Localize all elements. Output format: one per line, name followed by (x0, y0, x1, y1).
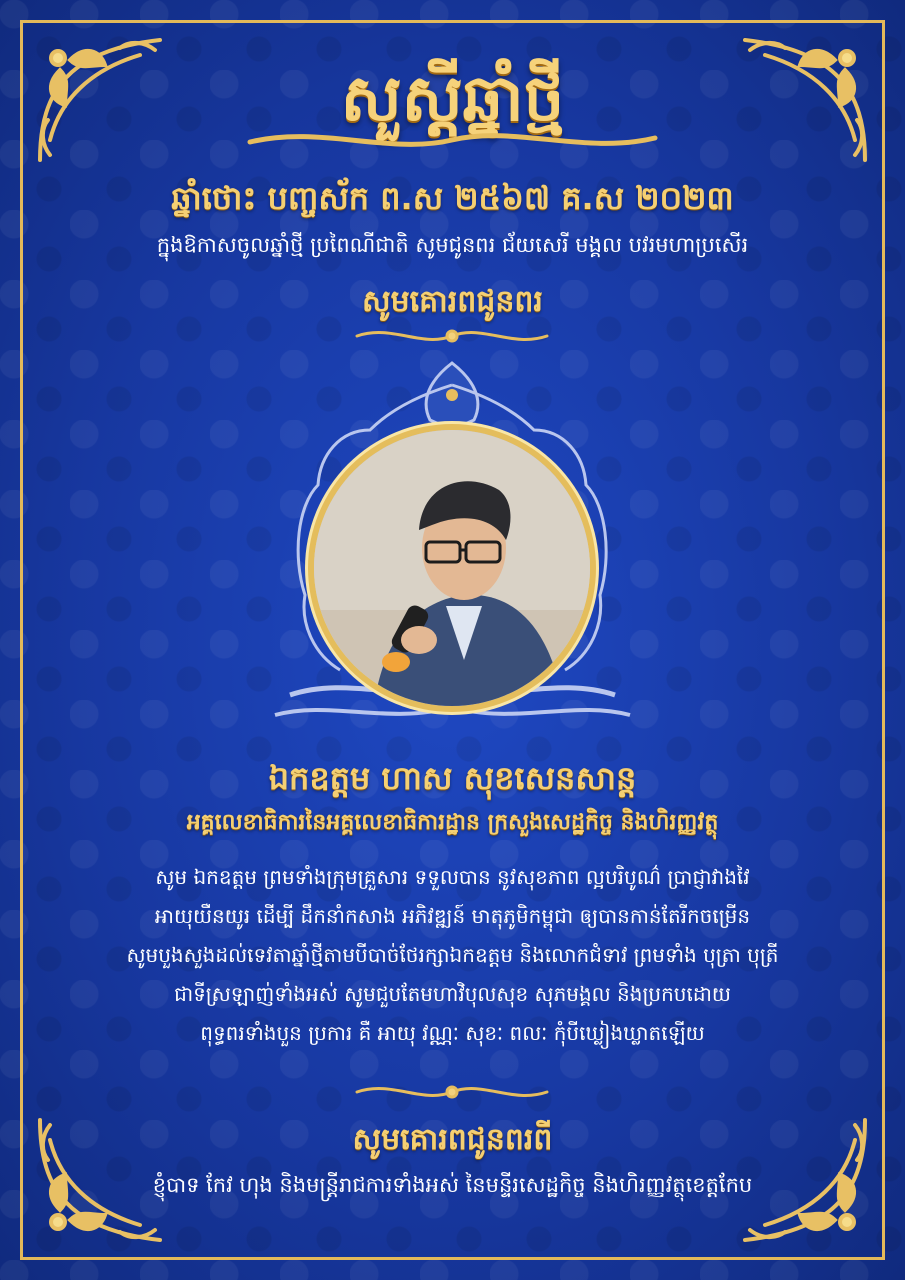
divider-ornament-icon (352, 1078, 552, 1106)
sender-line: ខ្ញុំបាទ កែវ ហុង និងមន្ត្រីរាជការទាំងអស់ នៃមន្ទីរសេដ្ឋកិច្ច និងហិរញ្ញវត្ថុខេត្តកែប (152, 1173, 753, 1197)
wish-line: ក្នុងឱកាសចូលឆ្នាំថ្មី ប្រពៃណីជាតិ សូមជូនពរ ជ័យសេរី មង្គល បវរមហាប្រសើរ (156, 233, 749, 257)
respect-line: សូមគោរពជូនពរ (362, 284, 543, 319)
year-line: ឆ្នាំថោះ បញ្ចស័ក ព.ស ២៥៦៧ គ.ស ២០២៣ (171, 179, 734, 217)
portrait-photo (314, 430, 590, 706)
from-line: សូមគោរពជូនពរពី (352, 1122, 553, 1157)
message-line: សូមបួងសួងដល់ទេវតាឆ្នាំថ្មីតាមបីបាច់ថែរក្សាឯកឧត្តម និងលោកជំទាវ ព្រមទាំង បុត្រា បុត្រី (126, 943, 779, 967)
blessing-message (120, 858, 785, 1053)
message-line: អាយុយឺនយូរ ដើម្បី ដឹកនាំកសាង អភិវឌ្ឍន៍ មាតុភូមិកម្ពុជា ឲ្យបានកាន់តែរីកចម្រើន (154, 904, 751, 928)
honoree-position: អគ្គលេខាធិការនៃអគ្គលេខាធិការដ្ឋាន ក្រសួងសេដ្ឋកិច្ច និងហិរញ្ញវត្ថុ (186, 810, 719, 835)
new-year-heading: សួស្តីឆ្នាំថ្មី (340, 61, 565, 136)
honoree-name: ឯកឧត្តម ហាស សុខសេនសាន្ត (268, 759, 637, 797)
message-line: សូម ឯកឧត្តម ព្រមទាំងក្រុមគ្រួសារ ទទួលបាន នូវសុខភាព ល្អបរិបូណ៌ ប្រាជ្ញាវាងវៃ (155, 865, 750, 889)
person-portrait-icon (314, 430, 590, 706)
heading-swash-icon (240, 120, 665, 160)
message-line: ពុទ្ធពរទាំងបួន ប្រការ គឺ អាយុ វណ្ណៈ សុខៈ ពលៈ កុំបីឃ្លៀងឃ្លាតឡើយ (200, 1021, 705, 1045)
message-line: ជាទីស្រឡាញ់ទាំងអស់ សូមជួបតែមហាវិបុលសុខ សុភមង្គល និងប្រកបដោយ (174, 982, 731, 1006)
divider-ornament-icon (352, 322, 552, 350)
